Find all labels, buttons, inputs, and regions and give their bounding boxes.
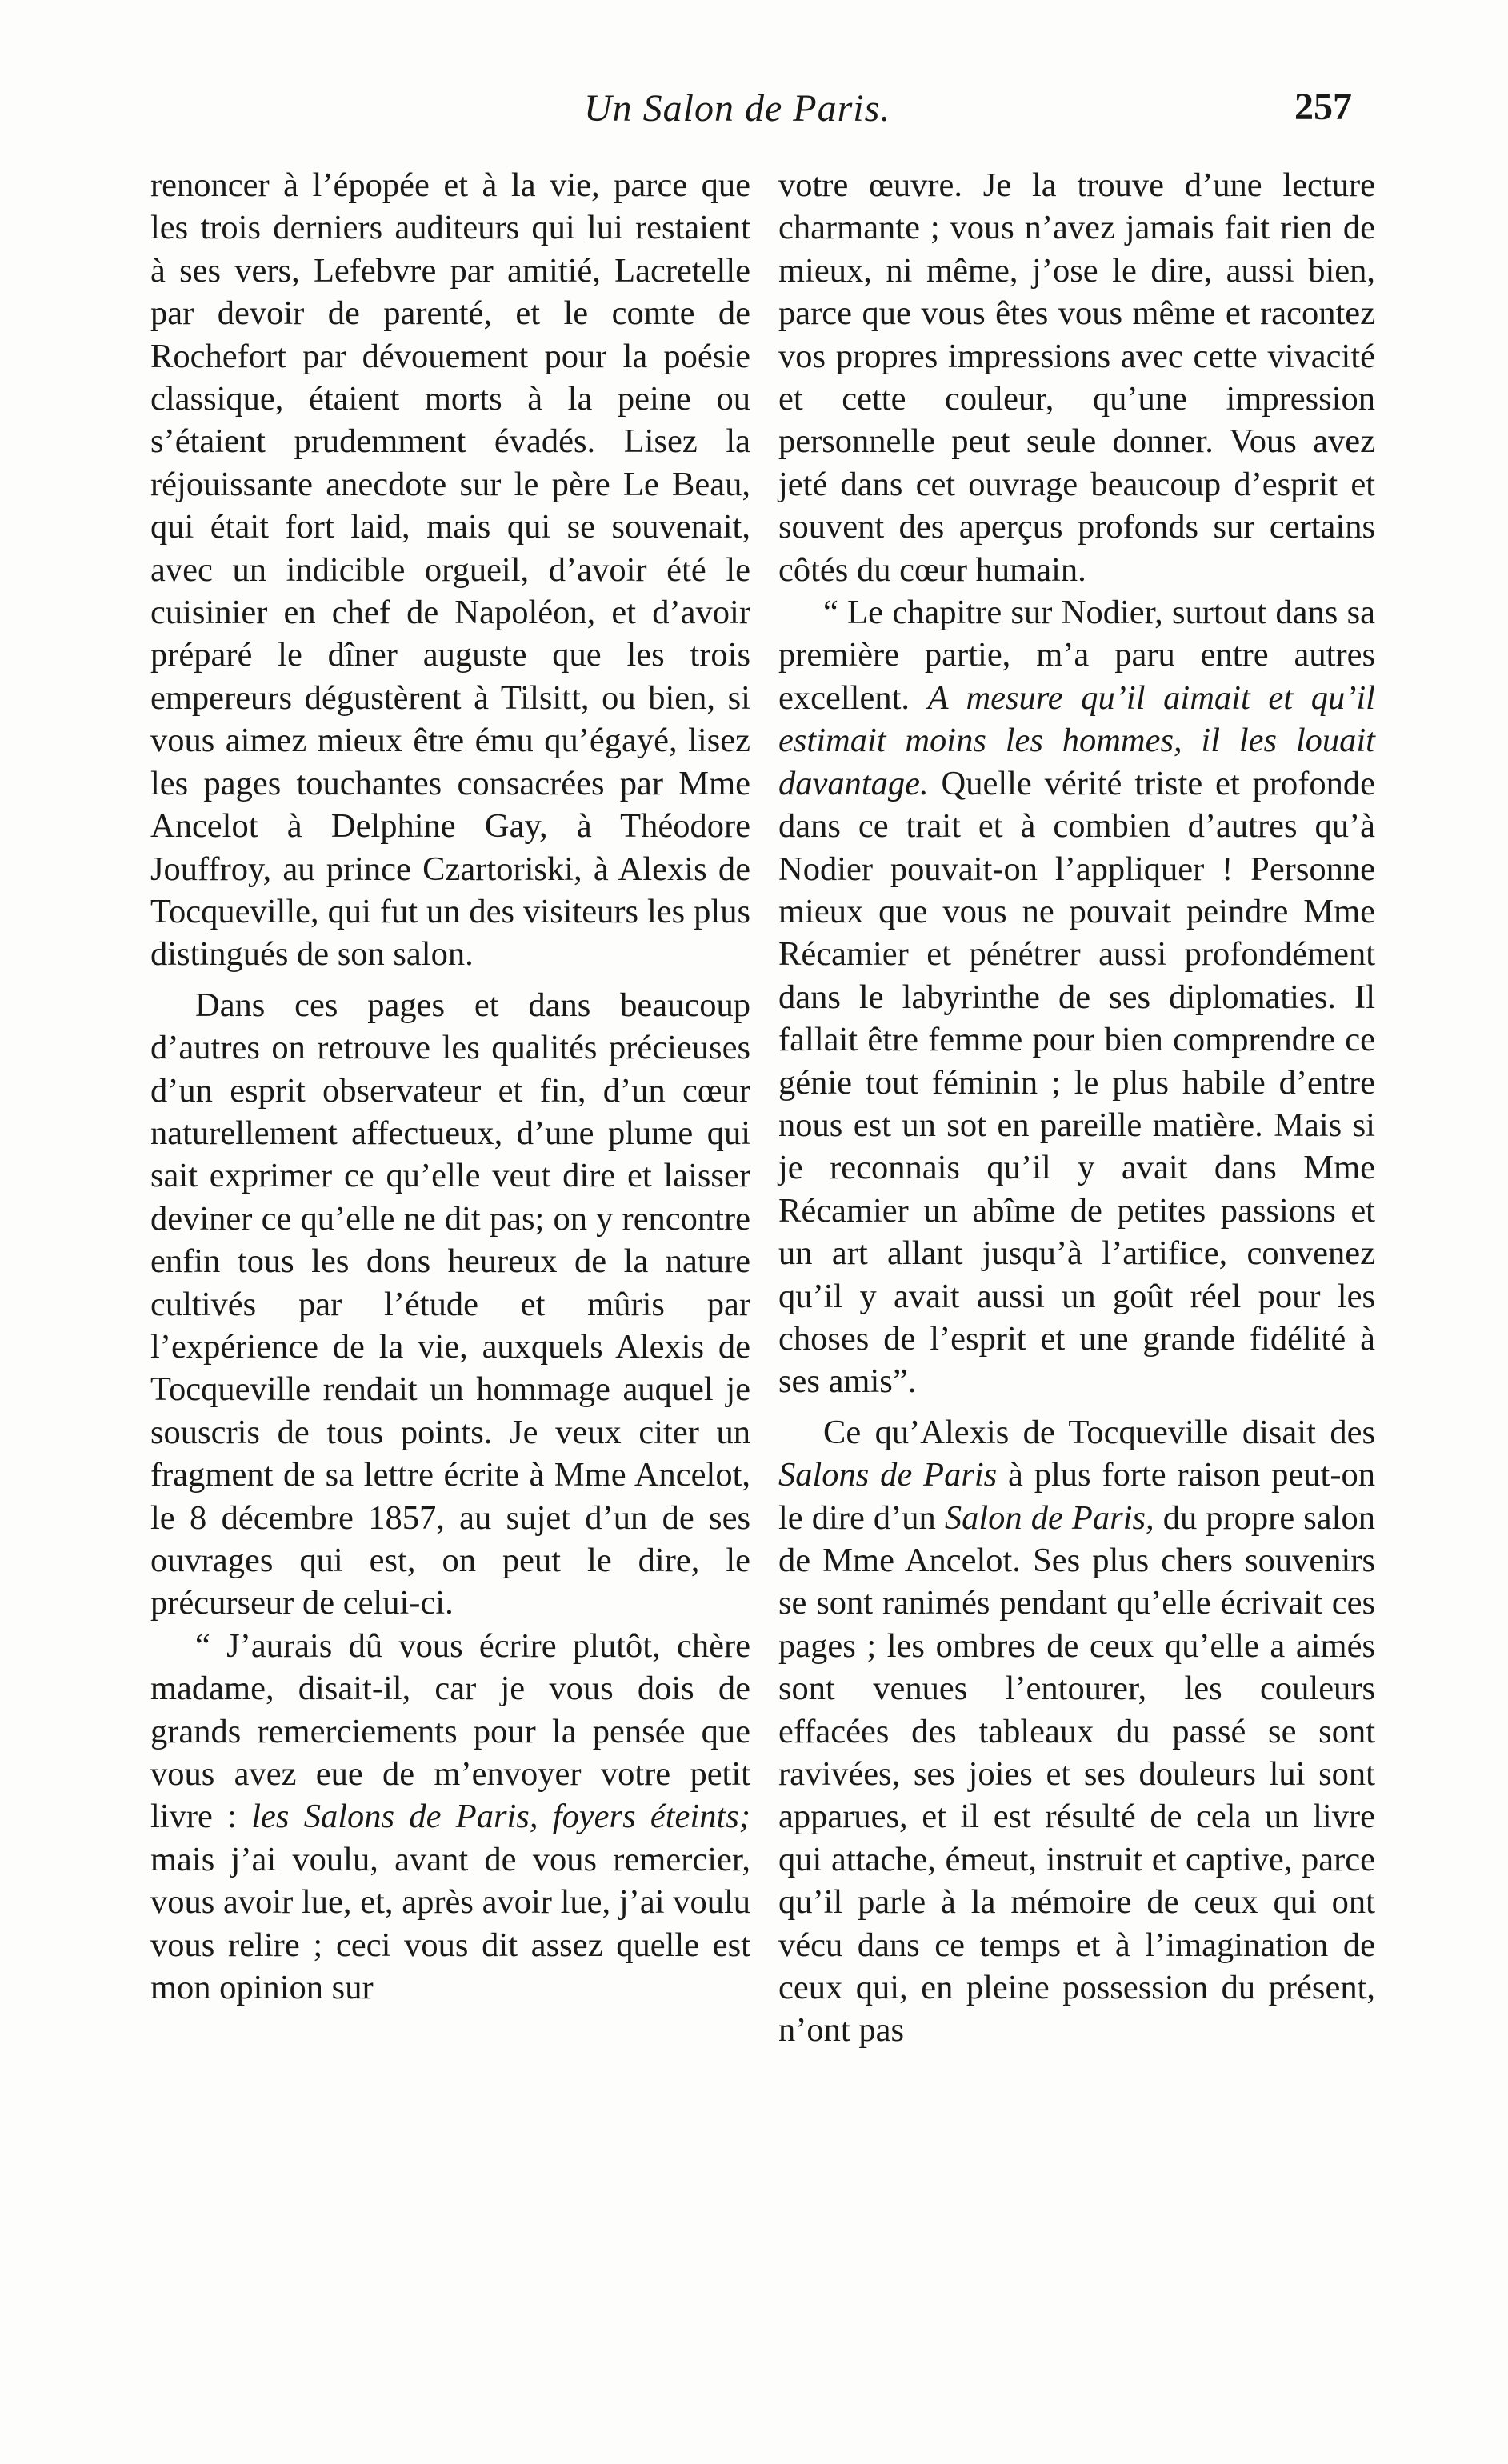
nodier-text-end: Quelle vérité triste et profonde dans ce trait et à combien d’autres qu’à Nodier pouvait-on l’appliquer ! Personne mieux que vous ne pouvait peindre Mme Récamier et pénétrer aussi profondément dans le labyrinthe de ses diplomaties. Il fallait être femme pour bien comprendre ce génie tout féminin ; le plus habile d’entre nous est un sot en pareille matière. Mais si je reconnais qu’il y avait dans Mme Récamier un abîme de petites passions et un art allant jusqu’à l’artifice, convenez qu’il y avait aussi un goût réel pour les choses de l’esprit et une grande fidélité à ses amis”.: [778, 764, 1375, 1401]
letter-quote-start: “ J’aurais dû vous écrire plutôt, chère madame, disait-il, car je vous dois de grands remerciements pour la pensée que vous avez eue de m’envoyer votre petit livre :: [150, 1626, 750, 1836]
tocqueville-text-b: à plus forte raison peut-on le dire d’un: [778, 1456, 1375, 1537]
nodier-quote: A mesure qu’il aimait et qu’il estimait moins les hommes, il les louait davantage.: [778, 678, 1375, 802]
paragraph-gap: [150, 976, 750, 984]
nodier-text-start: “ Le chapitre sur Nodier, surtout dans sa première partie, m’a paru entre autres excellent.: [778, 594, 1375, 717]
book-title-reference: les Salons de Paris, foyers éteints;: [251, 1798, 750, 1836]
running-title: Un Salon de Paris.: [584, 87, 891, 130]
salons-title-reference: Salons de Paris: [778, 1456, 998, 1494]
right-paragraph-2: [778, 591, 1375, 1403]
left-paragraph-2: Dans ces pages et dans beaucoup d’autres on retrouve les qualités précieuses d’un esprit observateur et fin, d’un cœur naturellement affectueux, d’une plume qui sait exprimer ce qu’elle veut dire et laisser deviner ce qu’elle ne dit pas; on y rencontre enfin tous les dons heureux de la nature cultivés par l’étude et mûris par l’expérience de la vie, auxquels Alexis de Tocqueville rendait un hommage auquel je souscris de tous points. Je veux citer un fragment de sa lettre écrite à Mme Ancelot, le 8 décembre 1857, au sujet d’un de ses ouvrages qui est, on peut le dire, le précurseur de celui-ci.: [150, 986, 750, 1622]
tocqueville-text-a: Ce qu’Alexis de Tocqueville disait des: [823, 1413, 1375, 1451]
paragraph-gap: [778, 1403, 1375, 1411]
running-head: [152, 80, 1384, 136]
letter-quote-end: mais j’ai voulu, avant de vous remercier, vous avoir lue, et, après avoir lue, j’ai voulu vous relire ; ceci vous dit assez quelle est mon opinion sur: [150, 1840, 750, 2007]
left-paragraph-1: renoncer à l’épopée et à la vie, parce que les trois derniers auditeurs qui lui restaient à ses vers, Lefebvre par amitié, Lacretelle par devoir de parenté, et le comte de Rochefort par dévouement pour la poésie classique, étaient morts à la peine ou s’étaient prudemment évadés. Lisez la réjouissante anecdote sur le père Le Beau, qui était fort laid, mais qui se souvenait, avec un indicible orgueil, d’avoir été le cuisinier en chef de Napoléon, et d’avoir préparé le dîner auguste que les trois empereurs dégustèrent à Tilsitt, ou bien, si vous aimez mieux être ému qu’égayé, lisez les pages touchantes consacrées par Mme Ancelot à Delphine Gay, à Théodore Jouffroy, au prince Czartoriski, à Alexis de Tocqueville, qui fut un des visiteurs les plus distingués de son salon.: [150, 166, 750, 974]
right-paragraph-1: votre œuvre. Je la trouve d’une lecture charmante ; vous n’avez jamais fait rien de mieux, ni même, j’ose le dire, aussi bien, parce que vous êtes vous même et racontez vos propres impressions avec cette vivacité et cette couleur, qu’une impression personnelle peut seule donner. Vous avez jeté dans cet ouvrage beaucoup d’esprit et souvent des aperçus profonds sur certains côtés du cœur humain.: [778, 166, 1375, 589]
left-paragraph-3: [150, 1625, 750, 2010]
salon-title-reference: Salon de Paris,: [944, 1498, 1154, 1537]
left-column: [150, 164, 750, 2009]
tocqueville-text-c: du propre salon de Mme Ancelot. Ses plus chers souvenirs se sont ranimés pendant qu’elle écrivait ces pages ; les ombres de ceux qu’elle a aimés sont venues l’entourer, les couleurs effacées des tableaux du passé se sont ravivées, ses joies et ses douleurs lui sont apparues, et il est résulté de cela un livre qui attache, émeut, instruit et captive, parce qu’il parle à la mémoire de ceux qui ont vécu dans ce temps et à l’imagination de ceux qui, en pleine possession du présent, n’ont pas: [778, 1498, 1375, 2050]
right-column: [778, 164, 1375, 2052]
page-number: 257: [1294, 86, 1352, 128]
right-paragraph-3: [778, 1411, 1375, 2052]
